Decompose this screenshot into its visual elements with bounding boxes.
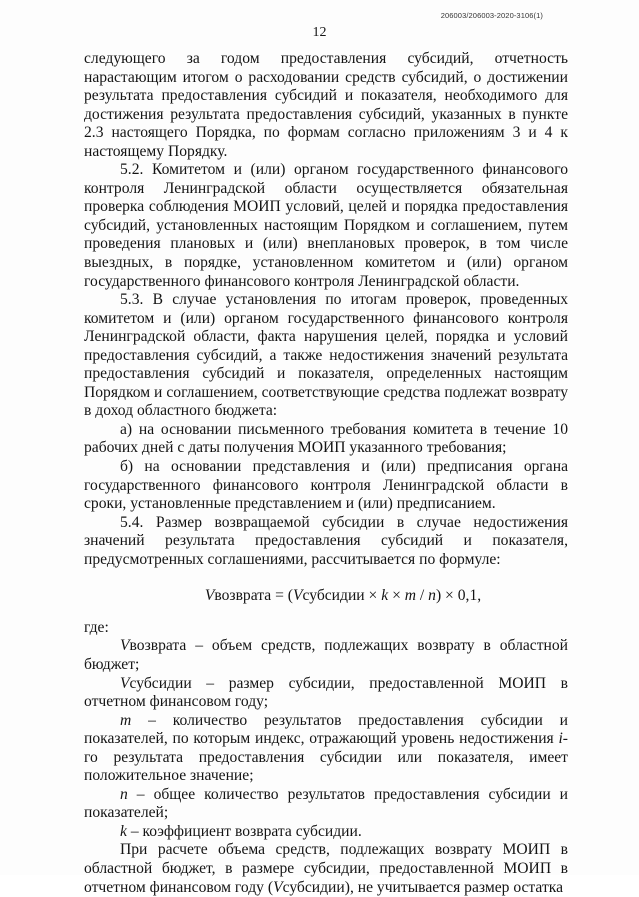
symbol-return-word: возврата <box>129 637 187 655</box>
formula-times-1: × <box>364 587 382 605</box>
formula-return-word: возврата <box>214 587 272 605</box>
formula-subsidy-word: субсидии <box>302 587 365 605</box>
paragraph-5-3-a: а) на основании письменного требования комитета в течение 10 рабочих дней с даты получения МОИП указанного требования; <box>84 420 568 457</box>
definition-k <box>84 823 568 842</box>
definition-n-text: – общее количество результатов предоставления субсидии и показателей; <box>84 785 568 822</box>
symbol-n: n <box>120 785 128 803</box>
document-body <box>84 50 568 897</box>
symbol-m: m <box>120 711 132 729</box>
paragraph-5-3: 5.3. В случае установления по итогам проверок, проведенных комитетом и (или) органом государственного финансового контроля Ленинградской области, факта нарушения целей, порядка и условий предоставления субсидий, а также недостижения значений результата предоставления субсидий и показателя, определенных настоящим Порядком и соглашением, соответствующие средства подлежат возврату в доход областного бюджета: <box>84 291 568 420</box>
symbol-i: i <box>558 730 563 748</box>
paragraph-final <box>84 841 568 897</box>
page-number: 12 <box>312 25 327 40</box>
paragraph-5-2: 5.2. Комитетом и (или) органом государственного финансового контроля Ленинградской области осуществляется обязательная проверка соблюдения МОИП условий, целей и порядка предоставления субсидий, установленных настоящим Порядком и соглашением, путем проведения плановых и (или) внеплановых проверок, в том числе выездных, в порядке, установленном комитетом и (или) органом государственного финансового контроля Ленинградской области. <box>84 161 568 290</box>
where-label: где: <box>84 618 109 636</box>
symbol-v: V <box>120 637 130 655</box>
formula-slash: / <box>416 587 429 605</box>
symbol-k: k <box>120 822 127 840</box>
definition-m-text-2: -го результата предоставления субсидии или показателя, имеет положительное значение; <box>84 730 568 785</box>
definition-v-subsidy-text: – размер субсидии, предоставленной МОИП в отчетном финансовом году; <box>84 674 568 711</box>
paragraph-5-4: 5.4. Размер возвращаемой субсидии в случае недостижения значений результата предоставления субсидий и показателя, предусмотренных соглашениями, рассчитывается по формуле: <box>84 513 568 568</box>
definition-v-subsidy <box>84 675 568 712</box>
symbol-subsidy-word: субсидии <box>129 674 192 692</box>
formula-tail: ) × 0,1, <box>435 587 482 605</box>
return-formula <box>84 587 568 606</box>
symbol-v-3: V <box>273 878 283 896</box>
definition-m <box>84 712 568 786</box>
formula-times-2: × <box>388 587 405 605</box>
symbol-v-2: V <box>120 674 130 692</box>
paragraph-5-3-b: б) на основании представления и (или) предписания органа государственного финансового контроля Ленинградской области в сроки, установленные представлением и (или) предписанием. <box>84 458 568 513</box>
paragraph-final-text-2: ), не учитывается размер остатка <box>344 878 564 896</box>
formula-v-subsidy: V <box>292 587 303 605</box>
formula-m: m <box>404 587 417 605</box>
definition-v-return <box>84 637 568 674</box>
formula-eq: = ( <box>271 587 293 605</box>
definition-m-text-1: – количество результатов предоставления субсидии и показателей, по которым индекс, отражающий уровень недостижения <box>84 711 568 748</box>
paragraph-continuation: следующего за годом предоставления субсидий, отчетность нарастающим итогом о расходовании средств субсидий, о достижении результата предоставления субсидий и показателя, необходимого для достижения результата предоставления субсидий, указанных в пункте 2.3 настоящего Порядка, по формам согласно приложениям 3 и 4 к настоящему Порядку. <box>84 50 568 160</box>
symbol-subsidy-word-2: субсидии <box>282 878 345 896</box>
definition-v-return-text: – объем средств, подлежащих возврату в областной бюджет; <box>84 637 568 673</box>
definition-n <box>84 786 568 823</box>
document-code: 206003/206003-2020-3106(1) <box>440 11 543 20</box>
formula-v: V <box>204 587 215 605</box>
formula-n: n <box>428 587 436 605</box>
definition-k-text: – коэффициент возврата субсидии. <box>126 822 362 840</box>
formula-k: k <box>381 587 389 605</box>
paragraph-final-text-1: При расчете объема средств, подлежащих возврату МОИП в областной бюджет, в размере субсидии, предоставленной МОИП в отчетном финансовом году ( <box>84 841 568 896</box>
